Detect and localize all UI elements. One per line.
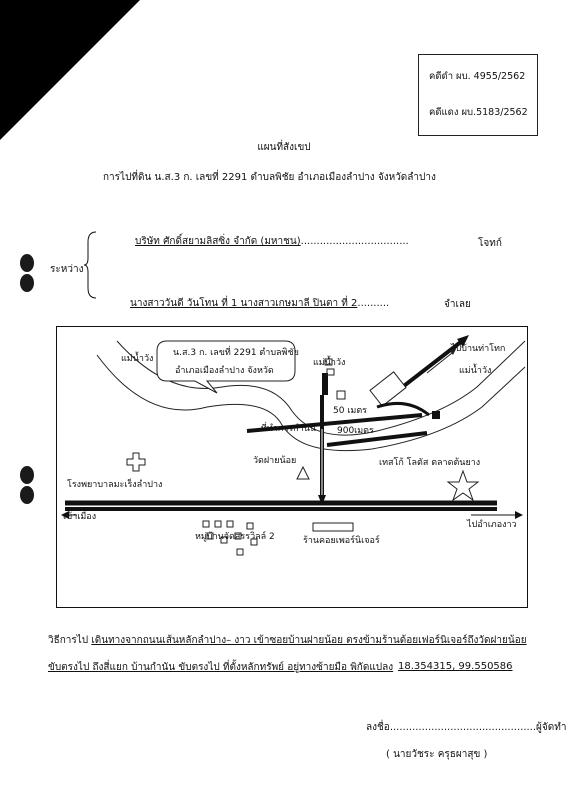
defendant-dots: .......... [357, 298, 390, 309]
route-line-2: ขับตรงไป ถึงสี่แยก บ้านกำนัน ขับตรงไป ที่ตั้งหลักทรัพย์ อยู่ทางซ้ายมือ พิกัดแปลง [48, 662, 394, 673]
defendant-names: นางสาววันดี วันโทน ที่ 1 นางสาวเกษมาลี ปินตา ที่ 2 [130, 298, 358, 309]
signer-name: ( นายวัชระ ครุธผาสุข ) [386, 749, 488, 760]
callout-line2: อำเภอเมืองลำปาง จังหวัด [175, 366, 274, 376]
plaintiff-role: โจทก์ [478, 238, 502, 249]
callout-line1: น.ส.3 ก. เลขที่ 2291 ตำบลพิชัย [173, 348, 299, 358]
star-icon [448, 471, 478, 500]
sign-dots: .............................................. [389, 722, 537, 733]
route-text-1: เดินทางจากถนนเส้นหลักลำปาง– งาว เข้าซอยบ้านฝายน้อย ตรงข้ามร้านด้อยเฟอร์นิเจอร์ถึงวัดฝายน้อย [91, 635, 527, 646]
label-hospital: โรงพยาบาลมะเร็งลำปาง [67, 480, 163, 490]
label-village-head-house: ที่ทำการกำนัน [261, 424, 317, 434]
river-label-left: แม่น้ำวัง [121, 354, 154, 364]
label-to-ngao: ไปอำเภองาว [467, 520, 517, 530]
page-title: แผนที่สังเขป [257, 142, 311, 153]
shop-icon [313, 523, 353, 531]
red-case-number: คดีแดง ผบ.5183/2562 [429, 107, 528, 118]
corner-fold-shadow [0, 0, 140, 140]
sign-label: ลงชื่อ [366, 722, 390, 733]
punch-hole-top-lower [20, 274, 34, 292]
page-subtitle: การไปที่ดิน น.ส.3 ก. เลขที่ 2291 ตำบลพิชัย อำเภอเมืองลำปาง จังหวัดลำปาง [103, 172, 436, 183]
river-label-center: แม่น้ำวัง [313, 358, 346, 368]
plaintiff-row [135, 234, 409, 249]
parties-brace [84, 230, 98, 300]
route-coordinates: 18.354315, 99.550586 [398, 661, 513, 672]
label-lotus-market: เทสโก้ โลตัส ตลาดต้นยาง [379, 458, 481, 468]
plaintiff-name: บริษัท ศักดิ์สยามลิสซิ่ง จำกัด (มหาชน) [135, 236, 301, 247]
building-outline-3 [337, 391, 345, 399]
between-label: ระหว่าง [50, 264, 84, 275]
signer-position: ผู้จัดทำ [536, 722, 567, 733]
route-line-1 [48, 633, 527, 648]
plaintiff-dots: .................................. [300, 236, 409, 247]
case-number-box [418, 54, 538, 136]
label-village: หมู่บ้านจัดสรรวิลล์ 2 [195, 532, 275, 542]
black-case-number: คดีดำ ผบ. 4955/2562 [429, 71, 526, 82]
label-to-tha-thok: ไปบ้านท่าโทก [451, 344, 506, 354]
label-temple: วัดฝายน้อย [253, 456, 297, 466]
land-parcel-marker [432, 411, 440, 419]
village-house [203, 521, 209, 527]
bridge-rect [370, 372, 406, 406]
route-label: วิธีการไป [48, 635, 89, 646]
village-house [215, 521, 221, 527]
punch-hole-bottom-lower [20, 486, 34, 504]
punch-hole-bottom-upper [20, 466, 34, 484]
defendant-role: จำเลย [444, 299, 471, 310]
hospital-icon [127, 453, 145, 471]
punch-hole-top-upper [20, 254, 34, 272]
village-house [237, 549, 243, 555]
label-shop: ร้านคอยเพอร์นิเจอร์ [303, 536, 380, 546]
building-outline-1 [327, 369, 334, 375]
village-house [227, 521, 233, 527]
river-label-right: แม่น้ำวัง [459, 366, 492, 376]
temple-icon [297, 467, 309, 479]
building-marker [322, 373, 328, 395]
label-distance-50m: 50 เมตร [333, 406, 368, 416]
defendant-row [130, 296, 389, 311]
sketch-map [56, 326, 528, 608]
signature-line [366, 720, 566, 735]
label-to-city: เข้าเมือง [63, 512, 97, 522]
label-distance-900m: 900เมตร [337, 426, 374, 436]
